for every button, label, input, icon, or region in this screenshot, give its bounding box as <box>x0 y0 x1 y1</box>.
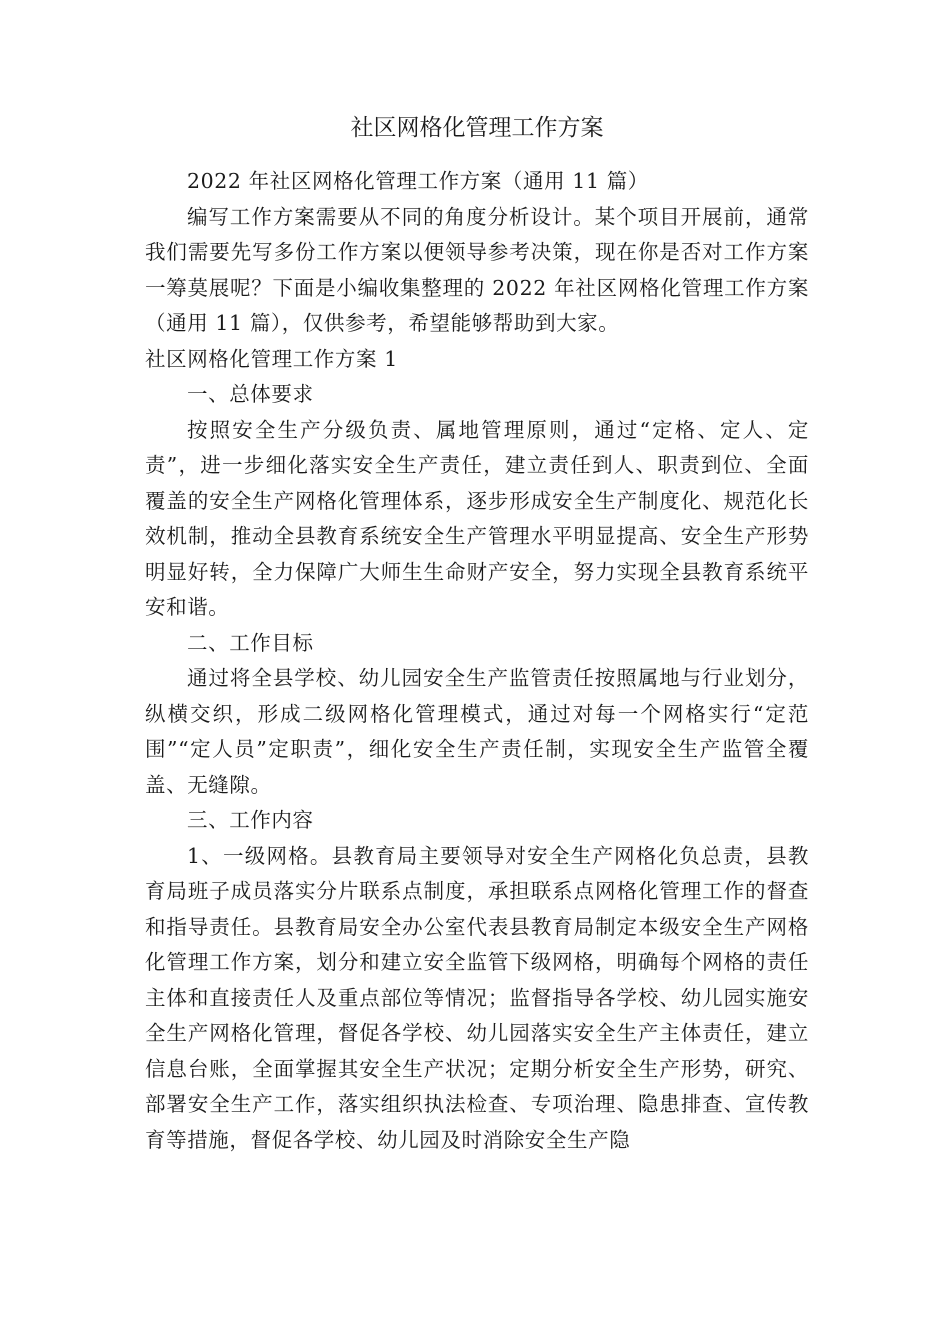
section-heading: 二、工作目标 <box>187 630 314 655</box>
section-heading: 社区网格化管理工作方案 1 <box>145 346 398 371</box>
body-paragraph: 按照安全生产分级负责、属地管理原则，通过“定格、定人、定责”，进一步细化落实安全生产责任，建立责任到人、职责到位、全面覆盖的安全生产网格化管理体系，逐步形成安全生产制度化、规范化长效机制，推动全县教育系统安全生产管理水平明显提高、安全生产形势明显好转，全力保障广大师生生命财产安全，努力实现全县教育系统平安和谐。 <box>145 417 809 619</box>
section-heading: 三、工作内容 <box>187 808 314 832</box>
document-blocks <box>145 164 809 1158</box>
section-heading: 一、总体要求 <box>187 382 314 406</box>
document-body <box>145 110 809 1158</box>
body-paragraph: 通过将全县学校、幼儿园安全生产监管责任按照属地与行业划分，纵横交织，形成二级网格化管理模式，通过对每一个网格实行“定范围”“定人员”定职责”，细化安全生产责任制，实现安全生产监管全覆盖、无缝隙。 <box>145 666 809 797</box>
body-paragraph: 1、一级网格。县教育局主要领导对安全生产网格化负总责，县教育局班子成员落实分片联系点制度，承担联系点网格化管理工作的督查和指导责任。县教育局安全办公室代表县教育局制定本级安全生产网格化管理工作方案，划分和建立安全监管下级网格，明确每个网格的责任主体和直接责任人及重点部位等情况；监督指导各学校、幼儿园实施安全生产网格化管理，督促各学校、幼儿园落实安全生产主体责任，建立信息台账，全面掌握其安全生产状况；定期分析安全生产形势，研究、部署安全生产工作，落实组织执法检查、专项治理、隐患排查、宣传教育等措施，督促各学校、幼儿园及时消除安全生产隐 <box>145 843 809 1152</box>
document-title: 社区网格化管理工作方案 <box>350 115 604 141</box>
body-paragraph: 2022 年社区网格化管理工作方案（通用 11 篇） <box>187 169 649 193</box>
body-paragraph: 编写工作方案需要从不同的角度分析设计。某个项目开展前，通常我们需要先写多份工作方案以便领导参考决策，现在你是否对工作方案一筹莫展呢？下面是小编收集整理的 2022 年社区网格化管理工作方案（通用 11 篇），仅供参考，希望能够帮助到大家。 <box>145 204 809 335</box>
